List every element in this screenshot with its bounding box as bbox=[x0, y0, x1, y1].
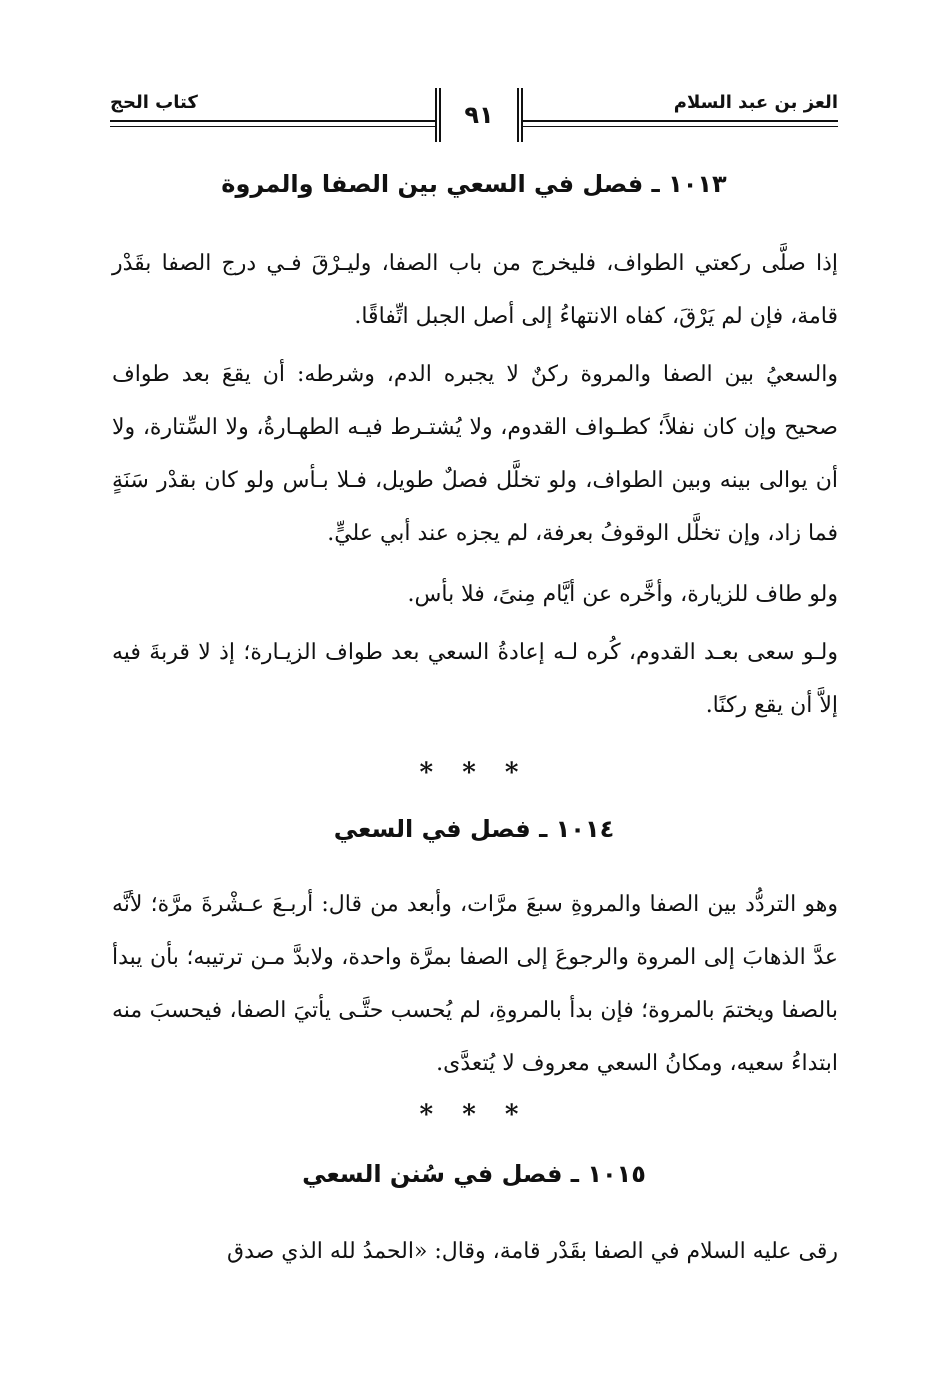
paragraph: والسعيُ بين الصفا والمروة ركنٌ لا يجبره الدم، وشرطه: أن يقعَ بعد طواف صحيح وإن كان نفلاً؛ كطـواف القدوم، ولا يُشتـرط فيـه الطهـارةُ، ولا السِّتارة، ولا أن يوالى بينه وبين الطواف، ولو تخلَّل فصلٌ طويل، فـلا بـأس ولو كان بقدْر سَنَةٍ فما زاد، وإن تخلَّل الوقوفُ بعرفة، لم يجزه عند أبي عليٍّ. bbox=[112, 362, 838, 546]
paragraph: إذا صلَّى ركعتي الطواف، فليخرج من باب الصفا، وليـرْقَ فـي درج الصفا بقَدْر قامة، فإن لم يَرْقَ، كفاه الانتهاءُ إلى أصل الجبل اتِّفاقًا. bbox=[112, 251, 838, 329]
paragraph: وهو التردُّد بين الصفا والمروةِ سبعَ مرَّات، وأبعد من قال: أربـعَ عـشْرةَ مرَّة؛ لأنَّه عدَّ الذهابَ إلى المروة والرجوعَ إلى الصفا بمرَّة واحدة، ولابدَّ مـن ترتيبه؛ بأن يبدأ بالصفا ويختمَ بالمروة؛ فإن بدأ بالمروةِ، لم يُحسب حتَّـى يأتيَ الصفا، فيحسبَ منه ابتداءُ سعيه، ومكانُ السعي معروف لا يُتعدَّى. bbox=[112, 892, 838, 1076]
author-name: العز بن عبد السلام bbox=[673, 92, 838, 113]
section-heading-1013: ١٠١٣ ـ فصل في السعي بين الصفا والمروة bbox=[221, 170, 727, 198]
paragraph: ولو طاف للزيارة، وأخَّره عن أيَّام مِنىً، فلا بأس. bbox=[407, 582, 838, 607]
page-number: ٩١ bbox=[435, 88, 523, 142]
paragraph: ولـو سعى بعـد القدوم، كُره لـه إعادةُ السعي بعد طواف الزيـارة؛ إذ لا قربةَ فيه إلاَّ أن يقع ركنًا. bbox=[112, 640, 838, 718]
section-heading-1015: ١٠١٥ ـ فصل في سُنن السعي bbox=[302, 1160, 646, 1188]
running-header bbox=[110, 86, 838, 148]
book-chapter-title: كتاب الحج bbox=[110, 92, 198, 113]
section-separator: * * * bbox=[419, 758, 529, 788]
section-heading-1014: ١٠١٤ ـ فصل في السعي bbox=[333, 815, 615, 843]
section-separator: * * * bbox=[419, 1100, 529, 1130]
paragraph: رقى عليه السلام في الصفا بقَدْر قامة، وقال: «الحمدُ لله الذي صدق bbox=[227, 1239, 838, 1264]
